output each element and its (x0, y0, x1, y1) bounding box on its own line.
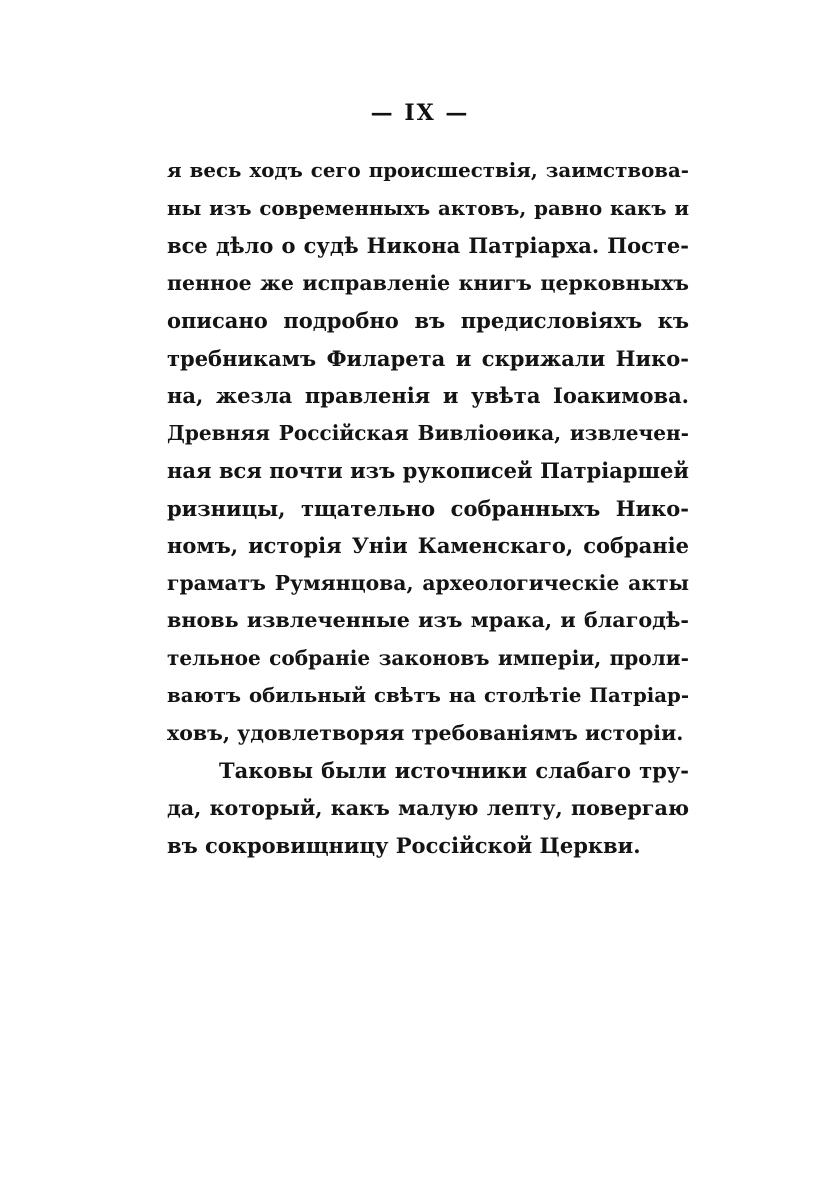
text-line: все дѣло о судѣ Никона Патріарха. Посте- (167, 233, 689, 258)
text-line: описано подробно въ предисловіяхъ къ (167, 308, 689, 333)
text-line: Таковы были источники слабаго тру- (219, 758, 689, 783)
text-line: въ сокровищницу Россійской Церкви. (167, 833, 641, 858)
text-line: Древняя Россійская Вивліоѳика, извлечен- (167, 420, 689, 445)
text-line: вновь извлеченные изъ мрака, и благодѣ- (167, 608, 689, 632)
paragraph-1 (167, 152, 689, 752)
text-line: требникамъ Филарета и скрижали Нико- (167, 345, 689, 371)
text-line: тельное собраніе законовъ имперіи, проли- (167, 645, 689, 670)
text-line: пенное же исправленіе книгъ церковныхъ (167, 270, 689, 295)
text-line: я весь ходъ сего происшествія, заимствова- (167, 158, 689, 182)
text-line: граматъ Румянцова, археологическіе акты (167, 570, 689, 595)
text-line: ны изъ современныхъ актовъ, равно какъ и (167, 195, 689, 220)
text-line: на, жезла правленія и увѣта Іоакимова. (167, 383, 689, 408)
page-number: — IX — (370, 100, 470, 126)
text-line: ризницы, тщательно собранныхъ Нико- (167, 495, 689, 521)
text-line: ваютъ обильный свѣтъ на столѣтіе Патріар- (167, 683, 689, 707)
text-line: ная вся почти изъ рукописей Патріаршей (167, 458, 689, 483)
text-line: ховъ, удовлетворяя требованіямъ исторіи. (167, 720, 684, 745)
body-text (167, 152, 689, 865)
text-line: да, который, какъ малую лепту, повергаю (167, 795, 689, 820)
text-line: номъ, исторія Уніи Каменскаго, собраніе (167, 533, 689, 558)
paragraph-2 (167, 752, 689, 865)
